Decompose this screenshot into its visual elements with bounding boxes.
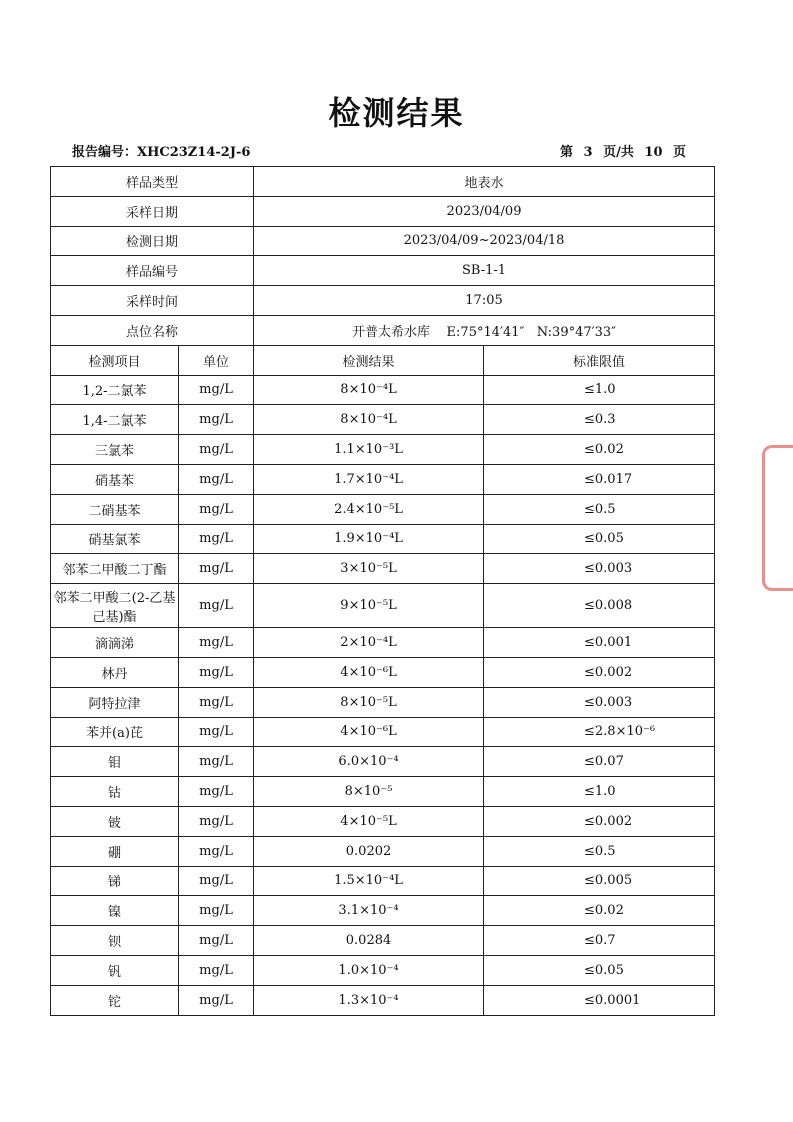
- cell-limit: ≤2.8×10⁻⁶: [484, 717, 715, 747]
- cell-result: 1.0×10⁻⁴: [254, 955, 484, 985]
- cell-unit: mg/L: [179, 524, 254, 554]
- cell-limit: ≤0.0001: [484, 985, 715, 1015]
- cell-unit: mg/L: [179, 836, 254, 866]
- cell-item: 硝基氯苯: [51, 524, 179, 554]
- cell-item: 铊: [51, 985, 179, 1015]
- cell-unit: mg/L: [179, 554, 254, 584]
- cell-item: 铍: [51, 806, 179, 836]
- table-row: [51, 657, 715, 687]
- cell-result: 8×10⁻⁴L: [254, 405, 484, 435]
- table-row: [51, 985, 715, 1015]
- cell-limit: ≤1.0: [484, 375, 715, 405]
- info-label: 检测日期: [51, 226, 254, 256]
- info-row: [51, 196, 715, 226]
- header-item: 检测项目: [51, 345, 179, 375]
- table-row: [51, 836, 715, 866]
- cell-item: 滴滴涕: [51, 628, 179, 658]
- cell-result: 0.0202: [254, 836, 484, 866]
- cell-result: 1.9×10⁻⁴L: [254, 524, 484, 554]
- info-value: 开普太希水库 E:75°14′41″ N:39°47′33″: [254, 315, 715, 345]
- table-row: [51, 777, 715, 807]
- table-row: [51, 866, 715, 896]
- cell-limit: ≤0.008: [484, 584, 715, 628]
- table-row: [51, 464, 715, 494]
- cell-item: 硝基苯: [51, 464, 179, 494]
- cell-limit: ≤0.003: [484, 554, 715, 584]
- header-limit: 标准限值: [484, 345, 715, 375]
- cell-item: 阿特拉津: [51, 687, 179, 717]
- cell-item: 钴: [51, 777, 179, 807]
- cell-limit: ≤0.02: [484, 435, 715, 465]
- cell-unit: mg/L: [179, 777, 254, 807]
- header-row: [51, 345, 715, 375]
- cell-result: 8×10⁻⁴L: [254, 375, 484, 405]
- cell-limit: ≤0.002: [484, 806, 715, 836]
- cell-result: 2×10⁻⁴L: [254, 628, 484, 658]
- page-total: 10: [644, 145, 663, 160]
- cell-unit: mg/L: [179, 985, 254, 1015]
- info-label: 样品编号: [51, 256, 254, 286]
- cell-limit: ≤0.5: [484, 494, 715, 524]
- table-row: [51, 717, 715, 747]
- cell-unit: mg/L: [179, 584, 254, 628]
- table-row: [51, 494, 715, 524]
- cell-limit: ≤0.002: [484, 657, 715, 687]
- cell-item: 硼: [51, 836, 179, 866]
- cell-unit: mg/L: [179, 866, 254, 896]
- cell-item: 邻苯二甲酸二(2-乙基己基)酯: [51, 584, 179, 628]
- table-row: [51, 687, 715, 717]
- cell-result: 4×10⁻⁶L: [254, 657, 484, 687]
- cell-limit: ≤0.017: [484, 464, 715, 494]
- cell-item: 1,2-二氯苯: [51, 375, 179, 405]
- cell-item: 二硝基苯: [51, 494, 179, 524]
- cell-result: 0.0284: [254, 926, 484, 956]
- page-current: 3: [583, 145, 593, 160]
- cell-item: 钒: [51, 955, 179, 985]
- cell-result: 3×10⁻⁵L: [254, 554, 484, 584]
- info-label: 点位名称: [51, 315, 254, 345]
- cell-unit: mg/L: [179, 717, 254, 747]
- page-mid: 页/共: [603, 145, 634, 160]
- cell-limit: ≤0.5: [484, 836, 715, 866]
- cell-limit: ≤1.0: [484, 777, 715, 807]
- cell-limit: ≤0.005: [484, 866, 715, 896]
- cell-item: 林丹: [51, 657, 179, 687]
- cell-unit: mg/L: [179, 405, 254, 435]
- cell-limit: ≤0.02: [484, 896, 715, 926]
- info-value: 地表水: [254, 167, 715, 197]
- cell-unit: mg/L: [179, 435, 254, 465]
- cell-limit: ≤0.001: [484, 628, 715, 658]
- table-row: [51, 747, 715, 777]
- page-number: [560, 141, 692, 160]
- info-label: 样品类型: [51, 167, 254, 197]
- cell-result: 8×10⁻⁵L: [254, 687, 484, 717]
- cell-limit: ≤0.3: [484, 405, 715, 435]
- cell-unit: mg/L: [179, 494, 254, 524]
- results-table: [50, 166, 715, 1016]
- cell-item: 钡: [51, 926, 179, 956]
- page-title: 检测结果: [328, 94, 465, 132]
- cell-result: 4×10⁻⁵L: [254, 806, 484, 836]
- cell-unit: mg/L: [179, 464, 254, 494]
- cell-result: 8×10⁻⁵: [254, 777, 484, 807]
- cell-limit: ≤0.7: [484, 926, 715, 956]
- info-value: 17:05: [254, 286, 715, 316]
- cell-unit: mg/L: [179, 955, 254, 985]
- cell-item: 钼: [51, 747, 179, 777]
- info-value: SB-1-1: [254, 256, 715, 286]
- cell-result: 1.1×10⁻³L: [254, 435, 484, 465]
- cell-limit: ≤0.003: [484, 687, 715, 717]
- info-row: [51, 315, 715, 345]
- cell-result: 9×10⁻⁵L: [254, 584, 484, 628]
- table-row: [51, 806, 715, 836]
- info-row: [51, 286, 715, 316]
- table-row: [51, 628, 715, 658]
- page-suffix: 页: [673, 145, 687, 160]
- info-row: [51, 226, 715, 256]
- cell-unit: mg/L: [179, 687, 254, 717]
- info-row: [51, 256, 715, 286]
- cell-result: 6.0×10⁻⁴: [254, 747, 484, 777]
- cell-result: 1.3×10⁻⁴: [254, 985, 484, 1015]
- info-value: 2023/04/09: [254, 196, 715, 226]
- table-row: [51, 524, 715, 554]
- table-row: [51, 584, 715, 628]
- cell-unit: mg/L: [179, 628, 254, 658]
- seal-stamp: [762, 445, 793, 591]
- cell-unit: mg/L: [179, 657, 254, 687]
- page-prefix: 第: [560, 145, 574, 160]
- table-row: [51, 896, 715, 926]
- cell-item: 苯并(a)芘: [51, 717, 179, 747]
- cell-unit: mg/L: [179, 896, 254, 926]
- cell-item: 三氯苯: [51, 435, 179, 465]
- cell-unit: mg/L: [179, 806, 254, 836]
- table-row: [51, 435, 715, 465]
- cell-unit: mg/L: [179, 375, 254, 405]
- cell-result: 4×10⁻⁶L: [254, 717, 484, 747]
- table-row: [51, 926, 715, 956]
- info-row: [51, 167, 715, 197]
- cell-item: 邻苯二甲酸二丁酯: [51, 554, 179, 584]
- cell-result: 3.1×10⁻⁴: [254, 896, 484, 926]
- table-row: [51, 375, 715, 405]
- cell-limit: ≤0.07: [484, 747, 715, 777]
- cell-item: 1,4-二氯苯: [51, 405, 179, 435]
- header-result: 检测结果: [254, 345, 484, 375]
- table-row: [51, 955, 715, 985]
- cell-unit: mg/L: [179, 747, 254, 777]
- info-label: 采样时间: [51, 286, 254, 316]
- cell-limit: ≤0.05: [484, 955, 715, 985]
- report-number: 报告编号：XHC23Z14-2J-6: [72, 145, 251, 160]
- cell-result: 1.7×10⁻⁴L: [254, 464, 484, 494]
- table-row: [51, 554, 715, 584]
- info-value: 2023/04/09~2023/04/18: [254, 226, 715, 256]
- header-unit: 单位: [179, 345, 254, 375]
- info-label: 采样日期: [51, 196, 254, 226]
- cell-unit: mg/L: [179, 926, 254, 956]
- table-row: [51, 405, 715, 435]
- cell-result: 1.5×10⁻⁴L: [254, 866, 484, 896]
- cell-item: 锑: [51, 866, 179, 896]
- cell-result: 2.4×10⁻⁵L: [254, 494, 484, 524]
- cell-item: 镍: [51, 896, 179, 926]
- cell-limit: ≤0.05: [484, 524, 715, 554]
